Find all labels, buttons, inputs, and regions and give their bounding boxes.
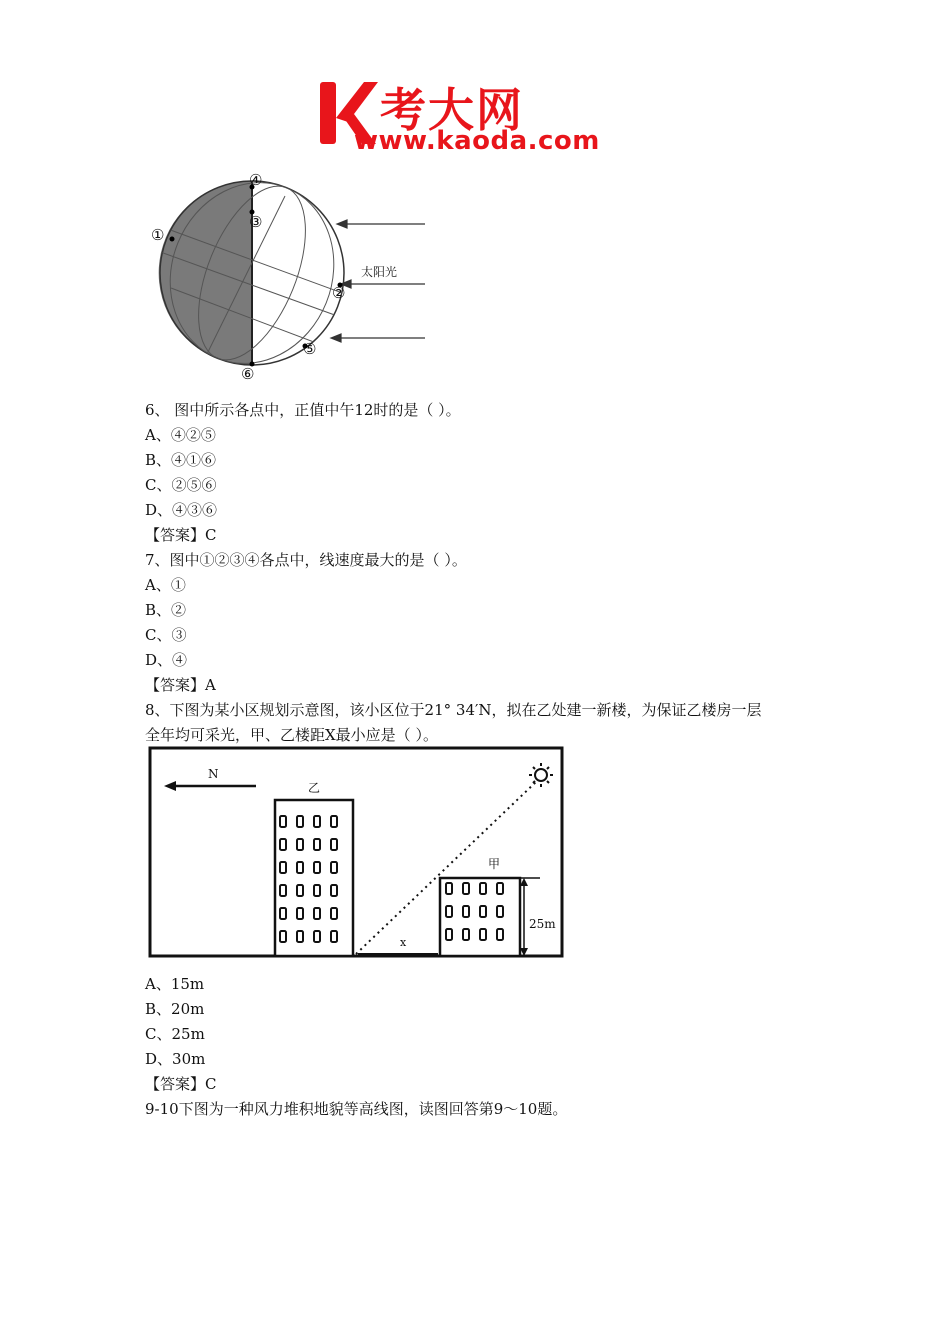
q7-option-a: A、① (145, 576, 186, 594)
building-spacing-figure (148, 746, 568, 960)
q7-option-c: C、③ (145, 626, 187, 644)
q7-answer: 【答案】A (145, 676, 216, 694)
q7-stem: 7、图中①②③④各点中，线速度最大的是（ ）。 (145, 551, 467, 569)
height-label: 25m (529, 917, 556, 931)
sun-icon (529, 763, 553, 787)
q6-answer: 【答案】C (145, 526, 217, 544)
building-b-label: 乙 (308, 781, 321, 795)
logo-name: 考大网 (380, 83, 524, 137)
point-label-4: ④ (249, 171, 263, 189)
q8-option-a: A、15m (145, 975, 205, 993)
q8-option-b: B、20m (145, 1000, 205, 1018)
q8-option-d: D、30m (145, 1050, 206, 1068)
q8-stem-line1: 8、下图为某小区规划示意图，该小区位于21° 34′N，拟在乙处建一新楼，为保证乙楼房一层 (145, 701, 762, 719)
earth-illumination-figure (145, 168, 430, 386)
building-a-label: 甲 (488, 857, 501, 871)
q7-option-b: B、② (145, 601, 187, 619)
point-label-1: ① (151, 226, 165, 244)
q8-stem-line2: 全年均可采光，甲、乙楼距X最小应是（ ）。 (145, 726, 438, 744)
distance-label: x (400, 936, 407, 949)
q7-option-d: D、④ (145, 651, 188, 669)
q6-option-d: D、④③⑥ (145, 501, 218, 519)
q6-option-a: A、④②⑤ (145, 426, 216, 444)
q6-option-c: C、②⑤⑥ (145, 476, 217, 494)
point-label-3: ③ (249, 213, 263, 231)
point-label-5: ⑤ (303, 340, 317, 358)
q9-10-intro: 9-10下图为一种风力堆积地貌等高线图，读图回答第9～10题。 (145, 1100, 568, 1118)
q6-option-b: B、④①⑥ (145, 451, 217, 469)
point-label-6: ⑥ (241, 365, 255, 383)
q8-answer: 【答案】C (145, 1075, 217, 1093)
point-label-2: ② (332, 284, 346, 302)
site-logo (318, 78, 648, 158)
q8-option-c: C、25m (145, 1025, 205, 1043)
north-label: N (208, 767, 219, 781)
sunlight-label: 太阳光 (361, 265, 398, 279)
q6-stem: 6、 图中所示各点中，正值中午12时的是（ ）。 (145, 401, 461, 419)
logo-url: www.kaoda.com (354, 126, 600, 156)
